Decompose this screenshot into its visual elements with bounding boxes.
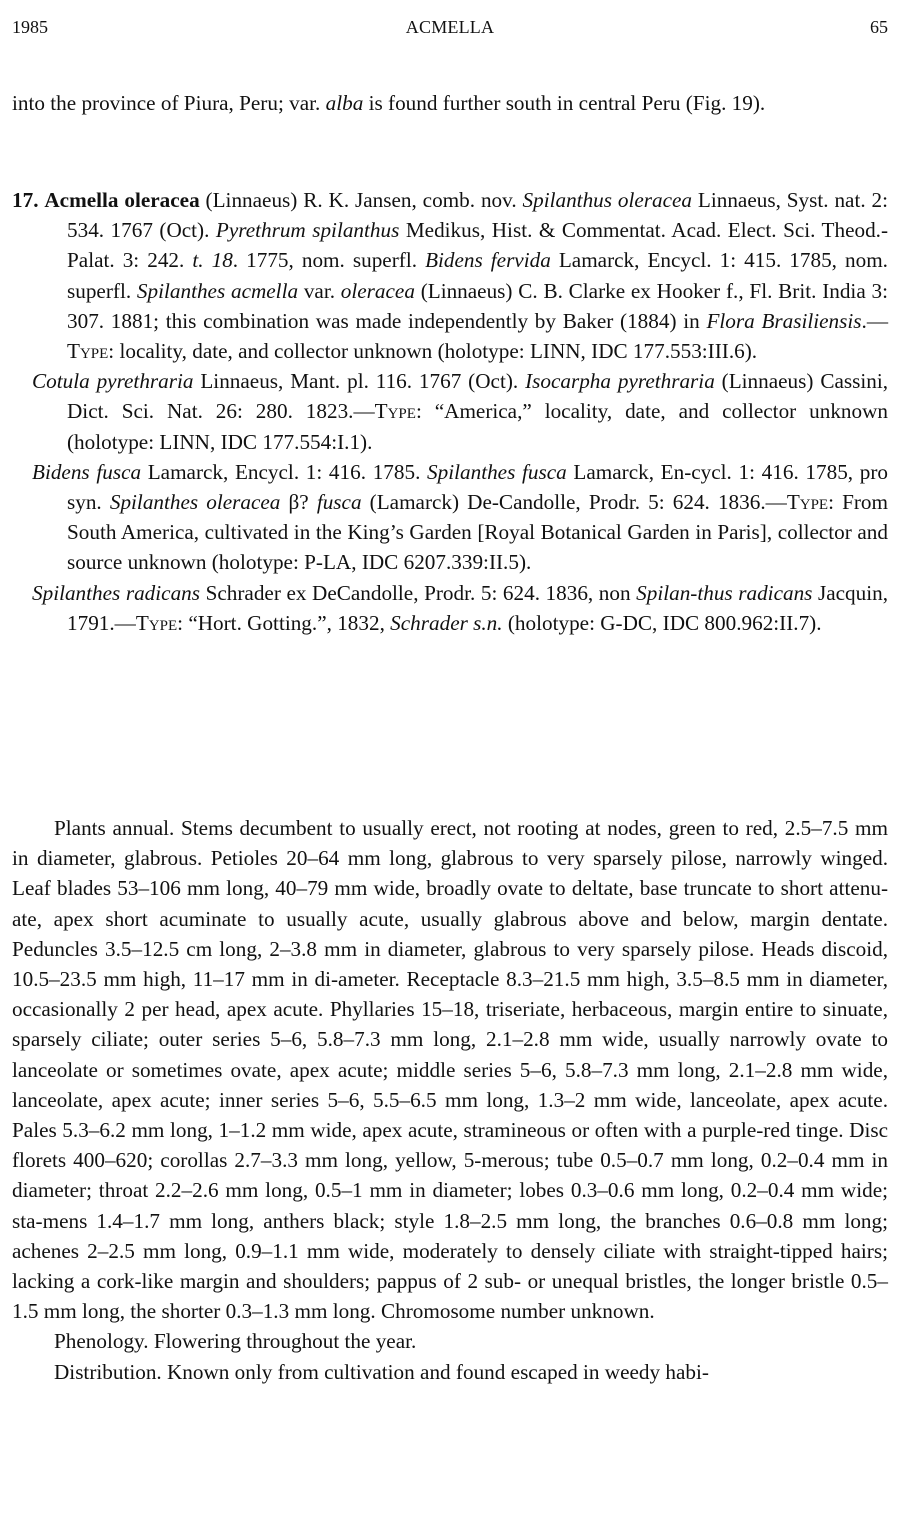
text-run: : From South America, cultivated in the King’s Garden [Royal Botanical Garden in Paris], collector and source unknown (holotype: P-LA, IDC 6207.339:II.5). [67, 490, 889, 575]
italic-taxon: Spilanthus oleracea [522, 188, 693, 212]
species-entry [12, 185, 888, 638]
italic-title: Flora Brasiliensis [706, 308, 862, 333]
phenology-paragraph: Phenology. Flowering throughout the year. [54, 1329, 417, 1354]
text-run: : “Hort. Gotting.”, 1832, [177, 610, 391, 635]
italic-taxon: fusca [316, 490, 362, 515]
synonym-bidens-fusca [12, 457, 888, 578]
synonym-spilanthes-radicans [12, 578, 888, 638]
text-run: Lamarck, Encycl. 1: 416. 1785. [141, 459, 428, 484]
text-run: Lamarck, En-cycl. 1: 416. 1785, pro syn. [67, 459, 889, 515]
text-run: Linnaeus, Mant. pl. 116. 1767 (Oct). [193, 369, 526, 394]
text-run: (Linnaeus) Cassini, Dict. Sci. Nat. 26: 280. 1823.— [67, 369, 889, 424]
synonym-cotula [12, 366, 888, 457]
italic-taxon: Cotula pyrethraria [32, 369, 194, 394]
italic-taxon: Bidens fusca [32, 459, 142, 484]
text-run: Lamarck, Encycl. 1: 415. 1785, nom. superfl. [67, 248, 888, 303]
species-number: 17. [12, 188, 39, 212]
text-run: (holotype: G-DC, IDC 800.962:II.7). [502, 610, 822, 635]
text-run: Schrader ex DeCandolle, Prodr. 5: 624. 1836, non [200, 580, 637, 605]
text-run: is found further south in central Peru (Fig. 19). [363, 91, 766, 115]
italic-taxon: oleracea [340, 278, 415, 303]
morphology-paragraph: Plants annual. Stems decumbent to usually erect, not rooting at nodes, green to red, 2.5–7.5 mm in diameter, glabrous. Petioles 20–64 mm long, glabrous to very sparsely pilose, narrowly winged. Leaf blades 53–106 mm long, 40–79 mm wide, broadly ovate to deltate, base truncate to short attenu-ate, apex short acuminate to usually acute, usually glabrous above and below, margin dentate. Peduncles 3.5–12.5 cm long, 2–3.8 mm in diameter, glabrous to very sparsely pilose. Heads discoid, 10.5–23.5 mm high, 11–17 mm in di-ameter. Receptacle 8.3–21.5 mm high, 3.5–8.5 mm in diameter, occasionally 2 per head, apex acute. Phyllaries 15–18, triseriate, herbaceous, margin entire to sinuate, sparsely ciliate; outer series 5–6, 5.8–7.3 mm long, 2.1–2.8 mm wide, usually narrowly ovate to lanceolate or sometimes ovate, apex acute; middle series 5–6, 5.8–7.3 mm long, 2.1–2.8 mm wide, lanceolate, apex acute; inner series 5–6, 5.5–6.5 mm long, 1.3–2 mm wide, lanceolate, apex acute. Pales 5.3–6.2 mm long, 1–1.2 mm wide, apex acute, stramineous or often with a purple-red tinge. Disc florets 400–620; corollas 2.7–3.3 mm long, yellow, 5-merous; tube 0.5–0.7 mm long, 0.2–0.4 mm in diameter; throat 2.2–2.6 mm long, 0.5–1 mm in diameter; lobes 0.3–0.6 mm long, 0.2–0.4 mm wide; sta-mens 1.4–1.7 mm long, anthers black; style 1.8–2.5 mm long, the branches 0.6–0.8 mm long; achenes 2–2.5 mm long, 0.9–1.1 mm wide, moderately to densely ciliate with straight-tipped hairs; lacking a cork-like margin and shoulders; pappus of 2 sub- or unequal bristles, the longer bristle 0.5–1.5 mm long, the shorter 0.3–1.3 mm long. Chromosome number unknown. [12, 816, 888, 1324]
text-run: : “America,” locality, date, and collector unknown (holotype: LINN, IDC 177.554:I.1). [67, 399, 889, 454]
species-description [12, 813, 888, 1387]
text-run: into the province of Piura, Peru; var. [12, 91, 326, 115]
italic-taxon: Spilanthes acmella [136, 278, 299, 303]
type-label: Type [786, 490, 829, 515]
journal-year: 1985 [12, 17, 48, 37]
text-run: var. [298, 278, 341, 303]
text-run: β? [280, 490, 317, 515]
text-run: Medikus, Hist. & Commentat. Acad. Elect. Sci. Theod.-Palat. 3: 242. [67, 218, 889, 273]
type-label: Type [374, 399, 416, 424]
type-label: Type [135, 610, 178, 635]
text-run: (Linnaeus) R. K. Jansen, comb. nov. [199, 188, 523, 212]
species-name: Acmella oleracea [44, 188, 200, 212]
distribution-paragraph: Distribution. Known only from cultivation and found escaped in weedy habi- [54, 1359, 709, 1384]
italic-taxon: Pyrethrum spilanthus [215, 218, 400, 243]
italic-taxon: Bidens fervida [425, 248, 551, 273]
italic-taxon: Isocarpha pyrethraria [525, 369, 715, 394]
page-number: 65 [870, 17, 888, 37]
italic-plate: t. 18 [192, 248, 233, 273]
text-run: (Linnaeus) C. B. Clarke ex Hooker f., Fl. Brit. India 3: 307. 1881; this combination was made independently by Baker (1884) in [67, 278, 888, 333]
italic-taxon: Spilanthes fusca [427, 459, 567, 484]
continuation-paragraph [12, 88, 888, 118]
text-run: : locality, date, and collector unknown (holotype: LINN, IDC 177.553:III.6). [108, 339, 758, 364]
running-title: ACMELLA [405, 17, 495, 37]
text-run: Linnaeus, Syst. nat. 2: 534. 1767 (Oct). [67, 188, 888, 243]
italic-taxon: Spilanthes oleracea [109, 490, 281, 515]
text-run: . 1775, nom. superfl. [232, 248, 426, 273]
running-head [12, 14, 888, 40]
text-run: .— [861, 308, 888, 333]
accepted-name-citation [12, 185, 888, 366]
text-run: Jacquin, 1791.— [67, 580, 888, 635]
type-label: Type [67, 339, 109, 364]
text-run: (Lamarck) De-Candolle, Prodr. 5: 624. 1836.— [361, 490, 787, 515]
italic-collector: Schrader s.n. [390, 610, 503, 635]
italic-taxon: alba [325, 91, 364, 115]
italic-taxon: Spilanthes radicans [32, 580, 201, 605]
italic-taxon: Spilan-thus radicans [636, 580, 813, 605]
